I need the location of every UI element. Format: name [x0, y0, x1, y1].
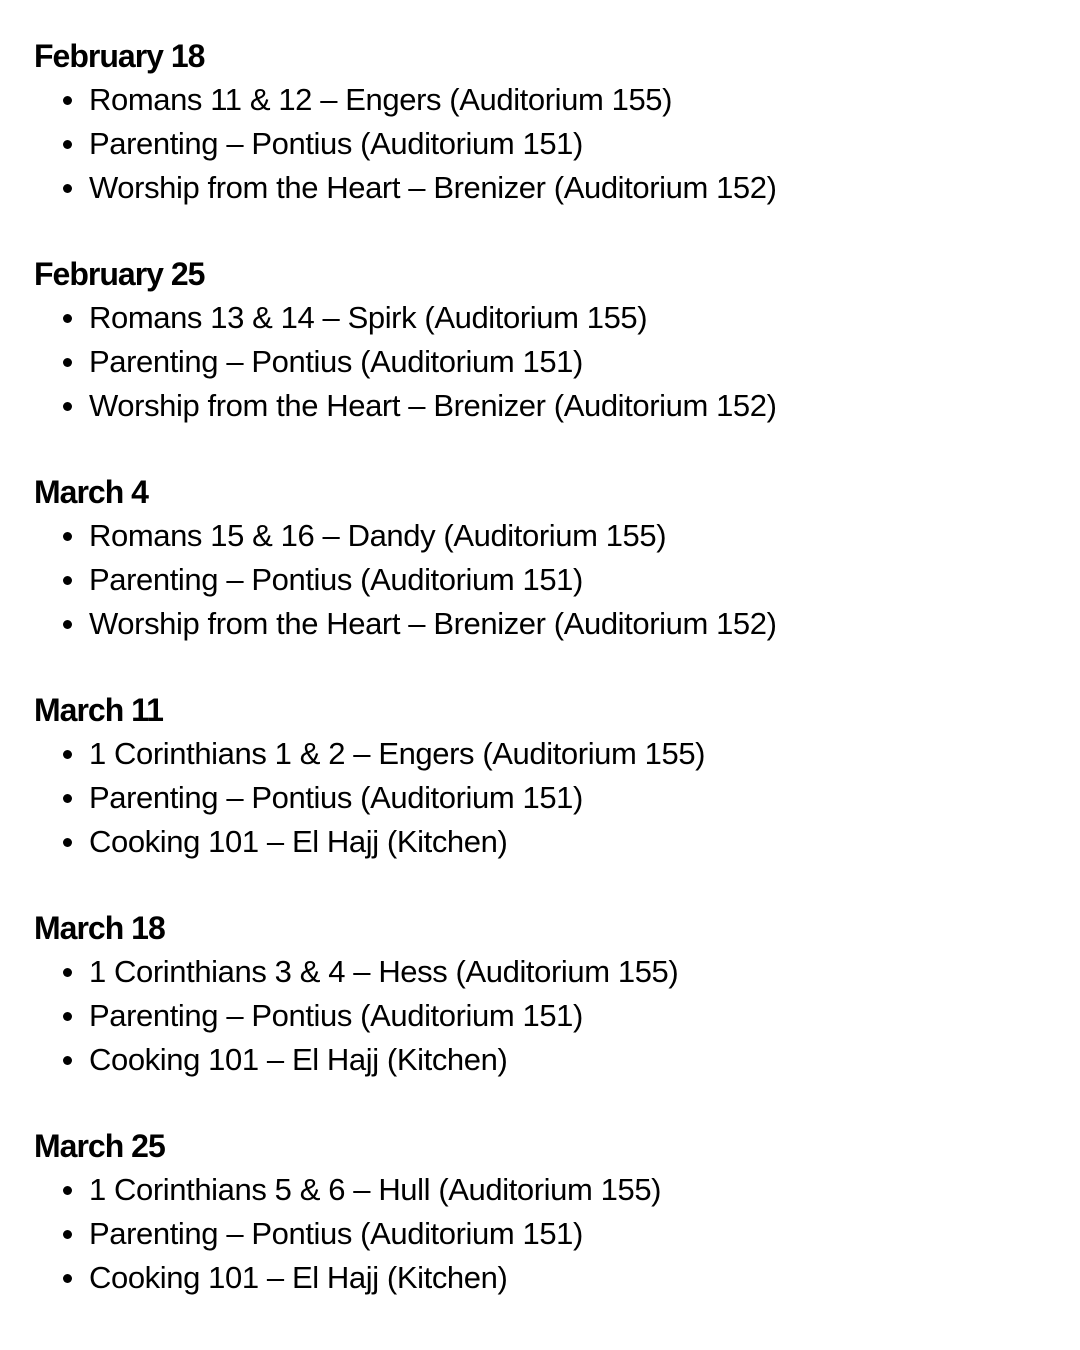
class-item [34, 1168, 1044, 1212]
bullet-icon [63, 794, 72, 803]
bullet-icon [63, 1186, 72, 1195]
class-list [34, 514, 1044, 646]
class-item [34, 820, 1044, 864]
day-heading: March 11 [34, 692, 163, 728]
schedule-day [34, 1126, 1044, 1300]
class-item-text: Worship from the Heart – Brenizer (Auditorium 152) [89, 170, 777, 205]
bullet-icon [63, 184, 72, 193]
class-item [34, 340, 1044, 384]
day-heading: February 25 [34, 256, 205, 292]
class-item-text: Worship from the Heart – Brenizer (Auditorium 152) [89, 606, 777, 641]
class-item-text: Parenting – Pontius (Auditorium 151) [89, 780, 583, 815]
schedule-day [34, 690, 1044, 864]
bullet-icon [63, 402, 72, 411]
class-item [34, 602, 1044, 646]
class-list [34, 950, 1044, 1082]
class-item-text: Parenting – Pontius (Auditorium 151) [89, 126, 583, 161]
bullet-icon [63, 1274, 72, 1283]
class-item-text: Parenting – Pontius (Auditorium 151) [89, 998, 583, 1033]
class-list [34, 78, 1044, 210]
class-list [34, 296, 1044, 428]
bullet-icon [63, 96, 72, 105]
class-list [34, 1168, 1044, 1300]
class-list [34, 732, 1044, 864]
day-heading: March 4 [34, 474, 148, 510]
schedule-day [34, 254, 1044, 428]
class-item [34, 776, 1044, 820]
bullet-icon [63, 1230, 72, 1239]
class-item-text: Cooking 101 – El Hajj (Kitchen) [89, 1042, 508, 1077]
class-item [34, 1212, 1044, 1256]
class-item [34, 1256, 1044, 1300]
bullet-icon [63, 358, 72, 367]
day-heading: March 18 [34, 910, 165, 946]
bullet-icon [63, 838, 72, 847]
class-item [34, 514, 1044, 558]
class-item-text: Cooking 101 – El Hajj (Kitchen) [89, 1260, 508, 1295]
schedule-day [34, 36, 1044, 210]
bullet-icon [63, 314, 72, 323]
class-item [34, 950, 1044, 994]
class-item-text: Parenting – Pontius (Auditorium 151) [89, 562, 583, 597]
class-item [34, 732, 1044, 776]
bullet-icon [63, 620, 72, 629]
class-item [34, 78, 1044, 122]
class-item-text: Cooking 101 – El Hajj (Kitchen) [89, 824, 508, 859]
bullet-icon [63, 532, 72, 541]
class-item [34, 558, 1044, 602]
bullet-icon [63, 576, 72, 585]
class-item [34, 166, 1044, 210]
bullet-icon [63, 140, 72, 149]
class-item-text: 1 Corinthians 3 & 4 – Hess (Auditorium 155) [89, 954, 679, 989]
schedule-day [34, 472, 1044, 646]
schedule-day [34, 908, 1044, 1082]
class-item-text: 1 Corinthians 1 & 2 – Engers (Auditorium 155) [89, 736, 706, 771]
class-item-text: Romans 11 & 12 – Engers (Auditorium 155) [89, 82, 673, 117]
class-item-text: Worship from the Heart – Brenizer (Auditorium 152) [89, 388, 777, 423]
class-item-text: 1 Corinthians 5 & 6 – Hull (Auditorium 155) [89, 1172, 662, 1207]
class-schedule [34, 36, 1044, 1344]
class-item [34, 296, 1044, 340]
class-item-text: Parenting – Pontius (Auditorium 151) [89, 344, 583, 379]
class-item [34, 1038, 1044, 1082]
class-item-text: Romans 13 & 14 – Spirk (Auditorium 155) [89, 300, 648, 335]
class-item [34, 384, 1044, 428]
bullet-icon [63, 750, 72, 759]
day-heading: March 25 [34, 1128, 165, 1164]
day-heading: February 18 [34, 38, 205, 74]
class-item [34, 122, 1044, 166]
bullet-icon [63, 1012, 72, 1021]
class-item-text: Romans 15 & 16 – Dandy (Auditorium 155) [89, 518, 667, 553]
bullet-icon [63, 968, 72, 977]
bullet-icon [63, 1056, 72, 1065]
class-item [34, 994, 1044, 1038]
class-item-text: Parenting – Pontius (Auditorium 151) [89, 1216, 583, 1251]
